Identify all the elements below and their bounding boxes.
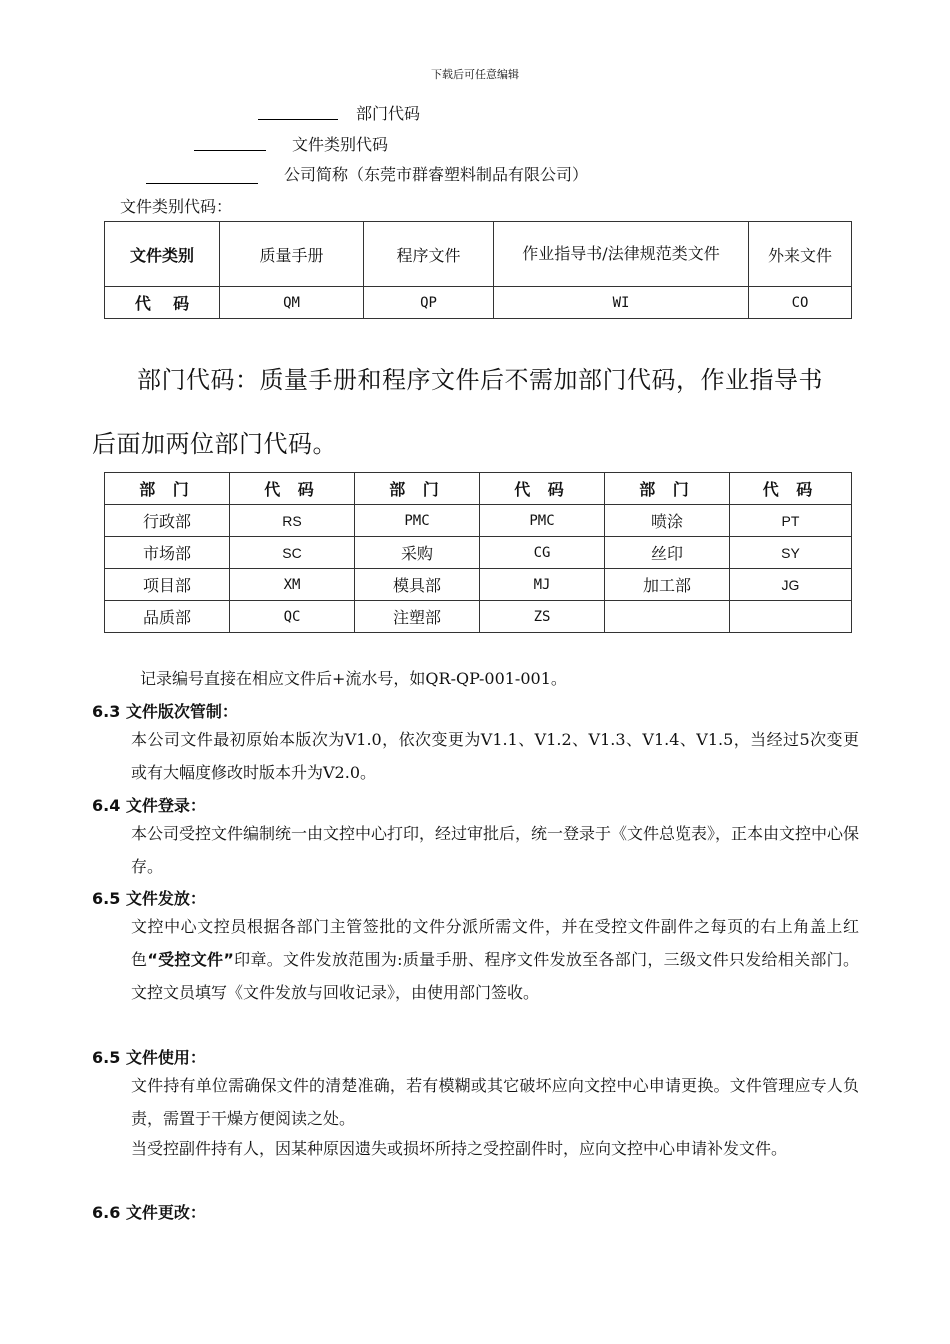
type-code-cell: QP xyxy=(364,287,494,319)
type-name-cell: 质量手册 xyxy=(220,222,364,287)
dept-cell xyxy=(605,601,730,633)
code-cell: JG xyxy=(730,569,852,601)
section-6-5-text-c: 印章。文件发放范围为:质量手册、程序文件发放至各部门，三级文件只发给相关部门。文控文员填写《文件发放与回收记录》，由使用部门签收。 xyxy=(131,950,859,1002)
type-code-cell: WI xyxy=(494,287,749,319)
legend-company: 公司简称（东莞市群睿塑料制品有限公司） xyxy=(284,165,589,184)
code-cell xyxy=(730,601,852,633)
dept-cell: 品质部 xyxy=(105,601,230,633)
dept-cell: 丝印 xyxy=(605,537,730,569)
section-6-4-text: 本公司受控文件编制统一由文控中心打印，经过审批后，统一登录于《文件总览表》，正本由文控中心保存。 xyxy=(131,824,860,876)
type-name-cell: 作业指导书/法律规范类文件 xyxy=(494,222,749,287)
legend-dept: 部门代码 xyxy=(356,104,421,123)
code-header: 代 码 xyxy=(480,473,605,505)
dept-cell: 市场部 xyxy=(105,537,230,569)
dept-note-line1: 部门代码：质量手册和程序文件后不需加部门代码，作业指导书 xyxy=(137,366,823,394)
section-6-5-text-a: 文控中心文控员根据各部门主管签批的文件分派所需文件，并在受控文件副件之每页的右上角盖上红色 xyxy=(131,917,859,969)
section-6-5b-text1: 文件持有单位需确保文件的清楚准确，若有模糊或其它破坏应向文控中心申请更换。文件管理应专人负责，需置于干燥方便阅读之处。 xyxy=(131,1076,859,1128)
code-header: 代 码 xyxy=(730,473,852,505)
section-6-5-title: 6.5 文件发放： xyxy=(92,889,206,908)
code-cell: PT xyxy=(730,505,852,537)
dept-cell: 采购 xyxy=(355,537,480,569)
code-cell: RS xyxy=(230,505,355,537)
dept-cell: 加工部 xyxy=(605,569,730,601)
code-cell: PMC xyxy=(480,505,605,537)
record-note: 记录编号直接在相应文件后+流水号，如QR-QP-001-001。 xyxy=(140,669,567,688)
legend-underline-dept xyxy=(258,119,338,120)
code-cell: QC xyxy=(230,601,355,633)
legend-underline-type xyxy=(194,150,266,151)
dept-code-table xyxy=(104,472,852,633)
code-cell: CG xyxy=(480,537,605,569)
dept-header: 部 门 xyxy=(605,473,730,505)
type-name-cell: 程序文件 xyxy=(364,222,494,287)
section-6-5-text xyxy=(131,910,859,1009)
section-6-5b-text2: 当受控副件持有人，因某种原因遗失或损坏所持之受控副件时，应向文控中心申请补发文件。 xyxy=(131,1139,788,1158)
section-6-4-title: 6.4 文件登录： xyxy=(92,796,206,815)
table-row xyxy=(105,537,852,569)
table-row xyxy=(105,505,852,537)
file-type-table xyxy=(104,221,852,319)
code-cell: SY xyxy=(730,537,852,569)
type-header-label: 文件类别 xyxy=(105,222,220,287)
table-row xyxy=(105,601,852,633)
section-6-3-text: 本公司文件最初原始本版次为V1.0，依次变更为V1.1、V1.2、V1.3、V1.4、V1.5，当经过5次变更或有大幅度修改时版本升为V2.0。 xyxy=(131,730,859,782)
section-6-5b-title: 6.5 文件使用： xyxy=(92,1048,206,1067)
type-codes-intro: 文件类别代码： xyxy=(120,197,233,216)
page-header-note: 下载后可任意编辑 xyxy=(431,68,519,81)
legend-type: 文件类别代码 xyxy=(292,135,389,154)
section-6-3-title: 6.3 文件版次管制： xyxy=(92,702,238,721)
code-header: 代 码 xyxy=(230,473,355,505)
code-cell: ZS xyxy=(480,601,605,633)
type-code-cell: CO xyxy=(749,287,852,319)
type-code-cell: QM xyxy=(220,287,364,319)
table-row xyxy=(105,569,852,601)
section-6-6-title: 6.6 文件更改： xyxy=(92,1203,206,1222)
dept-cell: 项目部 xyxy=(105,569,230,601)
controlled-file-stamp-text: “受控文件” xyxy=(147,950,234,969)
type-name-cell: 外来文件 xyxy=(749,222,852,287)
legend-underline-company xyxy=(146,183,258,184)
code-cell: MJ xyxy=(480,569,605,601)
dept-cell: 注塑部 xyxy=(355,601,480,633)
code-cell: SC xyxy=(230,537,355,569)
dept-note-line2: 后面加两位部门代码。 xyxy=(92,430,337,458)
dept-header: 部 门 xyxy=(105,473,230,505)
dept-header: 部 门 xyxy=(355,473,480,505)
type-code-label: 代 码 xyxy=(105,287,220,319)
dept-cell: 模具部 xyxy=(355,569,480,601)
code-cell: XM xyxy=(230,569,355,601)
dept-cell: 行政部 xyxy=(105,505,230,537)
dept-cell: PMC xyxy=(355,505,480,537)
dept-cell: 喷涂 xyxy=(605,505,730,537)
